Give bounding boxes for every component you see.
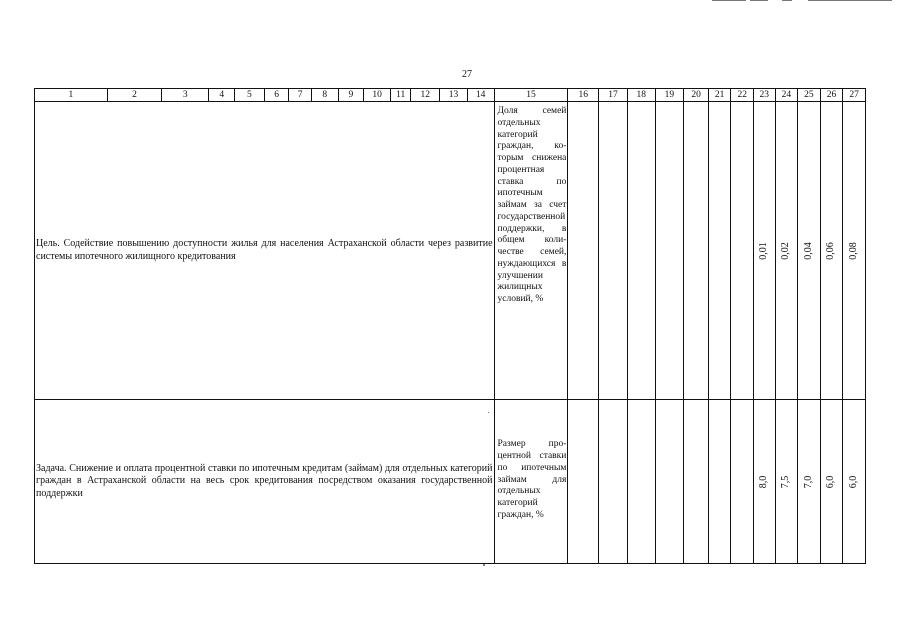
value-cell xyxy=(843,102,866,400)
goal-description-cell: Цель. Содействие повышению доступности жилья для населения Астраханской области через развитие системы ипотечного жилищного кредитования xyxy=(35,102,495,400)
column-header: 9 xyxy=(338,89,364,102)
goal-value-col-25: 0,04 xyxy=(802,241,814,260)
empty-cell xyxy=(731,400,754,564)
empty-cell xyxy=(599,400,628,564)
task-value-col-25: 7,0 xyxy=(802,475,814,488)
column-header: 1 xyxy=(35,89,108,102)
empty-cell xyxy=(568,102,599,400)
task-value-col-26: 6,0 xyxy=(825,475,837,488)
column-header: 12 xyxy=(411,89,440,102)
goal-value-col-26: 0,06 xyxy=(825,241,837,260)
empty-cell xyxy=(599,102,628,400)
column-header: 19 xyxy=(655,89,684,102)
value-cell xyxy=(775,102,798,400)
column-header: 10 xyxy=(364,89,391,102)
column-header: 20 xyxy=(684,89,709,102)
scan-speck xyxy=(483,564,485,566)
value-cell xyxy=(820,102,843,400)
value-cell xyxy=(820,400,843,564)
empty-cell xyxy=(708,400,731,564)
value-cell xyxy=(775,400,798,564)
column-header: 21 xyxy=(708,89,731,102)
column-header: 8 xyxy=(311,89,338,102)
value-cell xyxy=(754,400,776,564)
empty-cell xyxy=(655,102,684,400)
empty-cell xyxy=(684,400,709,564)
value-cell xyxy=(798,400,821,564)
column-header: 15 xyxy=(494,89,568,102)
column-header: 27 xyxy=(843,89,866,102)
value-cell xyxy=(798,102,821,400)
empty-cell xyxy=(655,400,684,564)
column-header: 14 xyxy=(467,89,494,102)
column-header: 18 xyxy=(627,89,655,102)
empty-cell xyxy=(684,102,709,400)
goal-value-col-27: 0,08 xyxy=(848,241,860,260)
column-header: 3 xyxy=(162,89,209,102)
empty-cell xyxy=(731,102,754,400)
column-header: 25 xyxy=(798,89,821,102)
column-header: 7 xyxy=(289,89,312,102)
task-value-col-27: 6,0 xyxy=(848,475,860,488)
task-value-col-24: 7,5 xyxy=(780,475,792,488)
column-header: 5 xyxy=(235,89,265,102)
empty-cell xyxy=(627,400,655,564)
indicator-table xyxy=(34,88,866,564)
column-header: 23 xyxy=(754,89,776,102)
scan-speck xyxy=(488,412,489,413)
column-header: 17 xyxy=(599,89,628,102)
task-indicator-cell: Размер процентной ставки по ипотечным займам для отдельных категорий граждан, % xyxy=(494,400,568,564)
column-number-row xyxy=(35,89,866,102)
task-value-col-23: 8,0 xyxy=(758,475,770,488)
column-header: 24 xyxy=(775,89,798,102)
task-description-cell: Задача. Снижение и оплата процентной ставки по ипотечным кредитам (займам) для отдельных категорий граждан в Астраханской области на весь срок кредитования посредством оказания государственной поддержки xyxy=(35,400,495,564)
column-header: 4 xyxy=(209,89,235,102)
value-cell xyxy=(843,400,866,564)
column-header: 11 xyxy=(390,89,411,102)
column-header: 16 xyxy=(568,89,599,102)
top-scan-marks xyxy=(712,0,892,3)
empty-cell xyxy=(568,400,599,564)
column-header: 6 xyxy=(264,89,289,102)
column-header: 2 xyxy=(107,89,161,102)
table-row-task xyxy=(35,400,866,564)
column-header: 26 xyxy=(820,89,843,102)
goal-value-col-23: 0,01 xyxy=(758,241,770,260)
goal-indicator-cell: Доля семей отдельных категорий граждан, которым снижена процентная ставка по ипотечным займам за счет государственной поддержки, в общем количестве семей, нуждающихся в улучшении жилищных условий, % xyxy=(494,102,568,400)
goal-value-col-24: 0,02 xyxy=(780,241,792,260)
column-header: 22 xyxy=(731,89,754,102)
value-cell xyxy=(754,102,776,400)
column-header: 13 xyxy=(440,89,468,102)
empty-cell xyxy=(708,102,731,400)
empty-cell xyxy=(627,102,655,400)
page-number: 27 xyxy=(462,69,472,80)
table-row-goal xyxy=(35,102,866,400)
